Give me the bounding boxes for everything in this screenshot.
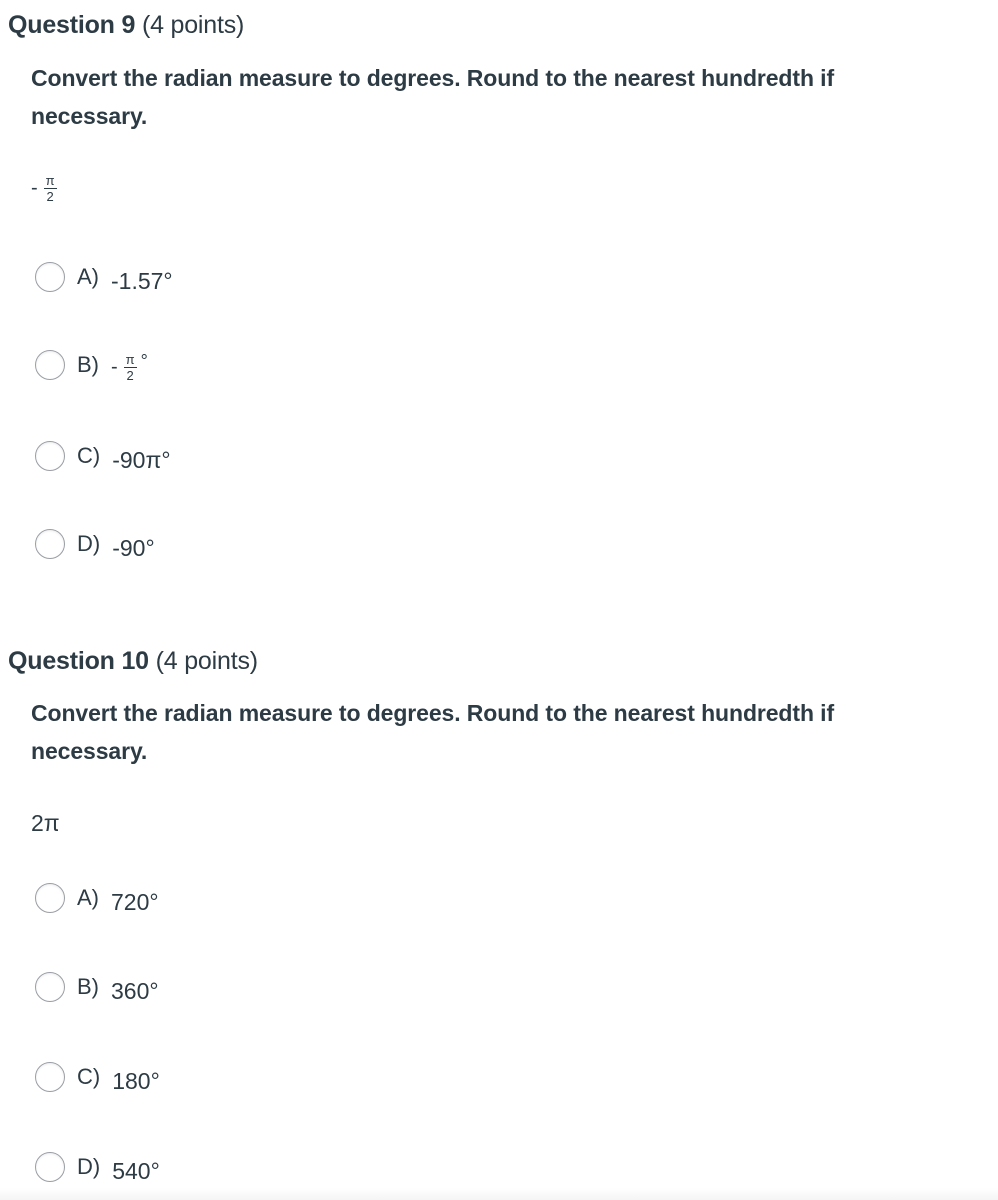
- option-letter: D): [77, 1154, 101, 1179]
- q10-option-a[interactable]: [35, 880, 159, 916]
- question-9-header: [8, 10, 244, 40]
- question-10-header: [8, 646, 258, 676]
- question-title: Question 10: [8, 647, 149, 675]
- expression-fraction: [44, 174, 57, 203]
- option-text: 540°: [112, 1157, 160, 1184]
- option-letter: B): [77, 974, 99, 999]
- radio-button[interactable]: [35, 972, 65, 1002]
- option-letter: C): [77, 1064, 101, 1089]
- option-sign: -: [111, 355, 118, 378]
- q10-option-b[interactable]: [35, 969, 159, 1005]
- option-letter: A): [77, 885, 99, 910]
- radian-expression: [31, 174, 59, 203]
- fraction-denominator: 2: [46, 189, 54, 204]
- option-text: 180°: [112, 1067, 160, 1094]
- option-letter: A): [77, 264, 99, 289]
- option-fraction: [124, 353, 137, 382]
- radio-button[interactable]: [35, 441, 65, 471]
- option-letter: B): [77, 352, 99, 377]
- radio-button[interactable]: [35, 1152, 65, 1182]
- option-text: 720°: [111, 888, 159, 915]
- fraction-numerator: π: [45, 173, 55, 188]
- option-letter: C): [77, 443, 101, 468]
- q9-option-b[interactable]: [35, 347, 148, 383]
- option-letter: D): [77, 531, 101, 556]
- question-prompt: Convert the radian measure to degrees. Round to the nearest hundredth if necessary.: [31, 700, 835, 764]
- q9-option-a[interactable]: [35, 259, 173, 295]
- page-bottom-shadow: [0, 1188, 998, 1200]
- question-points: (4 points): [141, 11, 245, 39]
- radio-button[interactable]: [35, 529, 65, 559]
- degree-symbol: °: [140, 350, 148, 371]
- question-title: Question 9: [8, 11, 136, 39]
- expression-sign: -: [31, 177, 38, 199]
- radio-button[interactable]: [35, 1062, 65, 1092]
- option-text: 360°: [111, 977, 159, 1004]
- q10-option-c[interactable]: [35, 1059, 160, 1095]
- q9-option-c[interactable]: [35, 438, 171, 474]
- option-text: -90π°: [112, 446, 171, 473]
- option-text: [111, 350, 148, 383]
- fraction-denominator: 2: [126, 367, 134, 383]
- radio-button[interactable]: [35, 883, 65, 913]
- radio-button[interactable]: [35, 262, 65, 292]
- radio-button[interactable]: [35, 350, 65, 380]
- q9-option-d[interactable]: [35, 526, 155, 562]
- question-prompt: Convert the radian measure to degrees. Round to the nearest hundredth if necessary.: [31, 65, 835, 129]
- fraction-numerator: π: [125, 351, 135, 367]
- question-points: (4 points): [155, 647, 258, 675]
- q10-option-d[interactable]: [35, 1149, 160, 1185]
- option-text: -90°: [112, 534, 155, 561]
- radian-expression: 2π: [31, 810, 60, 836]
- option-text: -1.57°: [111, 267, 173, 294]
